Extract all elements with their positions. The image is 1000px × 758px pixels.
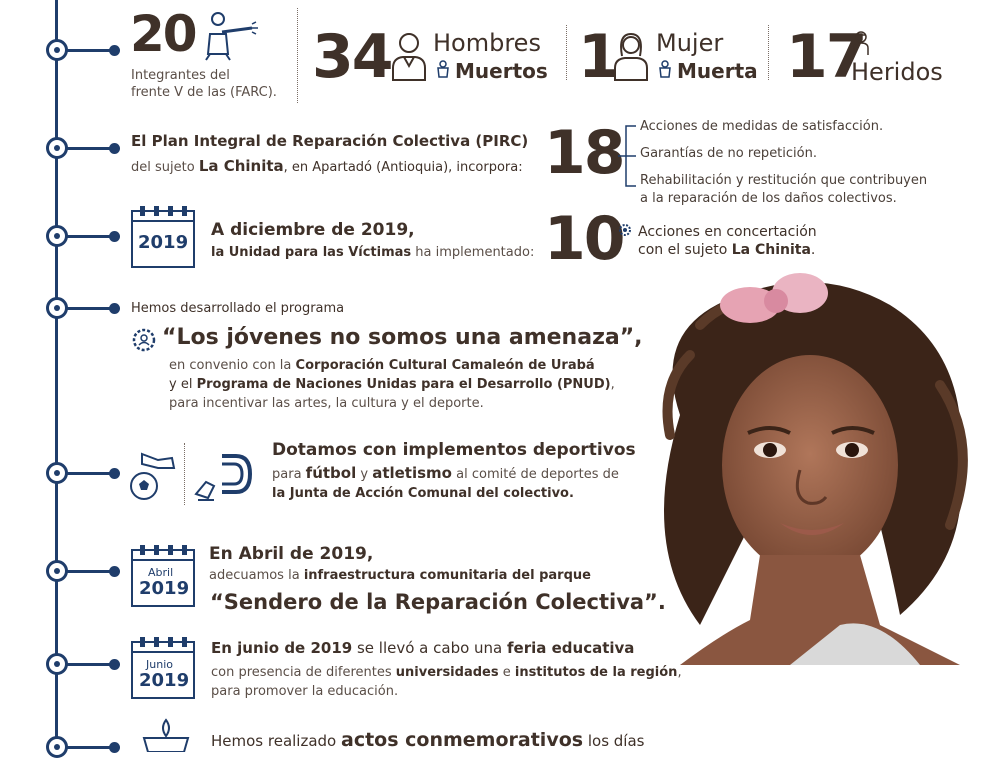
program-line3: para incentivar las artes, la cultura y el deporte. <box>169 396 484 411</box>
dec2019-actions-post: . <box>810 242 816 258</box>
april-park: “Sendero de la Reparación Colectiva”. <box>210 590 666 614</box>
june-line2-post: , <box>677 665 682 680</box>
april-infra: infraestructura comunitaria del parque <box>303 568 591 583</box>
june-line2-pre: con presencia de diferentes <box>211 665 396 680</box>
timeline-node <box>46 462 68 484</box>
injured-word: Heridos <box>851 58 943 86</box>
injured-person-icon <box>852 30 870 60</box>
june-body <box>211 663 682 701</box>
bracket <box>616 116 638 200</box>
june-institutes: institutos de la región <box>514 665 678 680</box>
pirc-subtitle <box>131 158 523 176</box>
pirc-title: El Plan Integral de Reparación Colectiva (PIRC) <box>131 132 529 150</box>
sports-line2-post: al comité de deportes de <box>452 467 619 482</box>
sports-football: fútbol <box>305 464 357 482</box>
program-org2: Programa de Naciones Unidas para el Desarrollo (PNUD) <box>196 377 611 392</box>
program-intro: Hemos desarrollado el programa <box>131 301 345 316</box>
timeline-node <box>46 653 68 675</box>
timeline-connector <box>66 746 116 749</box>
timeline-node <box>46 225 68 247</box>
man-icon <box>390 30 428 86</box>
women-number: 1 <box>578 22 618 92</box>
farc-label-line1: Integrantes del <box>131 68 230 83</box>
program-body <box>169 356 615 413</box>
june-line2-mid: e <box>498 665 515 680</box>
timeline-connector <box>66 472 116 475</box>
sports-line2-mid: y <box>356 467 373 482</box>
acts-post: los días <box>583 732 645 750</box>
dec2019-actions <box>638 223 817 259</box>
sports-title: Dotamos con implementos deportivos <box>272 440 636 460</box>
timeline-node <box>46 39 68 61</box>
woman-icon <box>612 30 650 86</box>
dec2019-actions-subject: La Chinita <box>731 242 811 258</box>
men-word: Hombres <box>433 29 541 57</box>
sports-athletics: atletismo <box>372 464 452 482</box>
sports-body <box>272 464 619 503</box>
june-line3: para promover la educación. <box>211 684 399 699</box>
pirc-item: a la reparación de los daños colectivos. <box>640 191 897 206</box>
timeline-connector <box>66 49 116 52</box>
pirc-items <box>640 118 927 208</box>
gear-icon <box>617 222 633 242</box>
divider <box>566 25 567 80</box>
women-word: Mujer <box>656 29 724 57</box>
pirc-item: Acciones de medidas de satisfacción. <box>640 119 884 134</box>
acts-line <box>211 731 644 750</box>
dec2019-actions-line1: Acciones en concertación <box>638 224 817 240</box>
women-status: Muerta <box>677 59 758 83</box>
pirc-subtitle-pre: del sujeto <box>131 160 199 175</box>
april-line2-pre: adecuamos la <box>209 568 304 583</box>
timeline-connector <box>66 307 116 310</box>
pirc-subtitle-post: , en Apartadó (Antioquia), incorpora: <box>283 160 523 175</box>
dec2019-line2-post: ha implementado: <box>411 245 535 260</box>
farc-number: 20 <box>130 5 196 63</box>
men-status: Muertos <box>455 59 548 83</box>
candle-icon <box>140 718 192 756</box>
flower-icon <box>657 60 673 82</box>
farc-label <box>131 67 277 101</box>
divider <box>297 8 298 103</box>
calendar-year: 2019 <box>139 670 190 691</box>
dec2019-actions-pre: con el sujeto <box>638 242 732 258</box>
calendar-year: 2019 <box>138 232 189 253</box>
pirc-number: 18 <box>544 118 624 188</box>
timeline-connector <box>66 570 116 573</box>
sports-line3: la Junta de Acción Comunal del colectivo. <box>272 486 574 501</box>
timeline-connector <box>66 235 116 238</box>
men-number: 34 <box>312 22 392 92</box>
june-universities: universidades <box>395 665 499 680</box>
flower-icon <box>435 60 451 82</box>
program-org1: Corporación Cultural Camaleón de Urabá <box>295 358 595 373</box>
program-line2-post: , <box>610 377 615 392</box>
program-line1-pre: en convenio con la <box>169 358 296 373</box>
june-title <box>211 639 634 657</box>
calendar-year: 2019 <box>139 578 190 599</box>
pirc-item: Garantías de no repetición. <box>640 146 817 161</box>
athletics-icon <box>192 448 256 508</box>
acts-bold: actos conmemorativos <box>341 729 584 751</box>
injured-number: 17 <box>786 22 866 92</box>
timeline-node <box>46 560 68 582</box>
june-title-bold: En junio de 2019 <box>211 639 353 657</box>
dec2019-entity: la Unidad para las Víctimas <box>211 245 412 260</box>
farc-label-line2: frente V de las (FARC). <box>131 85 277 100</box>
dec2019-line2 <box>211 244 534 261</box>
timeline-node <box>46 736 68 758</box>
divider <box>768 25 769 80</box>
soldier-icon <box>200 10 260 66</box>
dec2019-title: A diciembre de 2019, <box>211 220 415 240</box>
program-line2-pre: y el <box>169 377 197 392</box>
timeline-node <box>46 297 68 319</box>
april-line2 <box>209 567 591 584</box>
sports-line2-pre: para <box>272 467 306 482</box>
june-title-mid: se llevó a cabo una <box>352 639 508 657</box>
calendar-month: Abril <box>148 566 174 579</box>
dec2019-number: 10 <box>544 204 624 274</box>
timeline-line <box>55 0 58 750</box>
people-gear-icon <box>131 327 157 357</box>
soccer-icon <box>128 450 178 506</box>
calendar-month: Junio <box>146 658 173 671</box>
timeline-connector <box>66 147 116 150</box>
timeline-connector <box>66 663 116 666</box>
june-fair: feria educativa <box>507 639 635 657</box>
pirc-item: Rehabilitación y restitución que contribuyen <box>640 173 928 188</box>
pirc-subject: La Chinita <box>198 157 284 175</box>
april-title: En Abril de 2019, <box>209 544 374 564</box>
girl-photo <box>640 265 985 665</box>
divider <box>184 443 185 505</box>
timeline-node <box>46 137 68 159</box>
program-title: “Los jóvenes no somos una amenaza”, <box>162 325 643 350</box>
acts-pre: Hemos realizado <box>211 732 342 750</box>
